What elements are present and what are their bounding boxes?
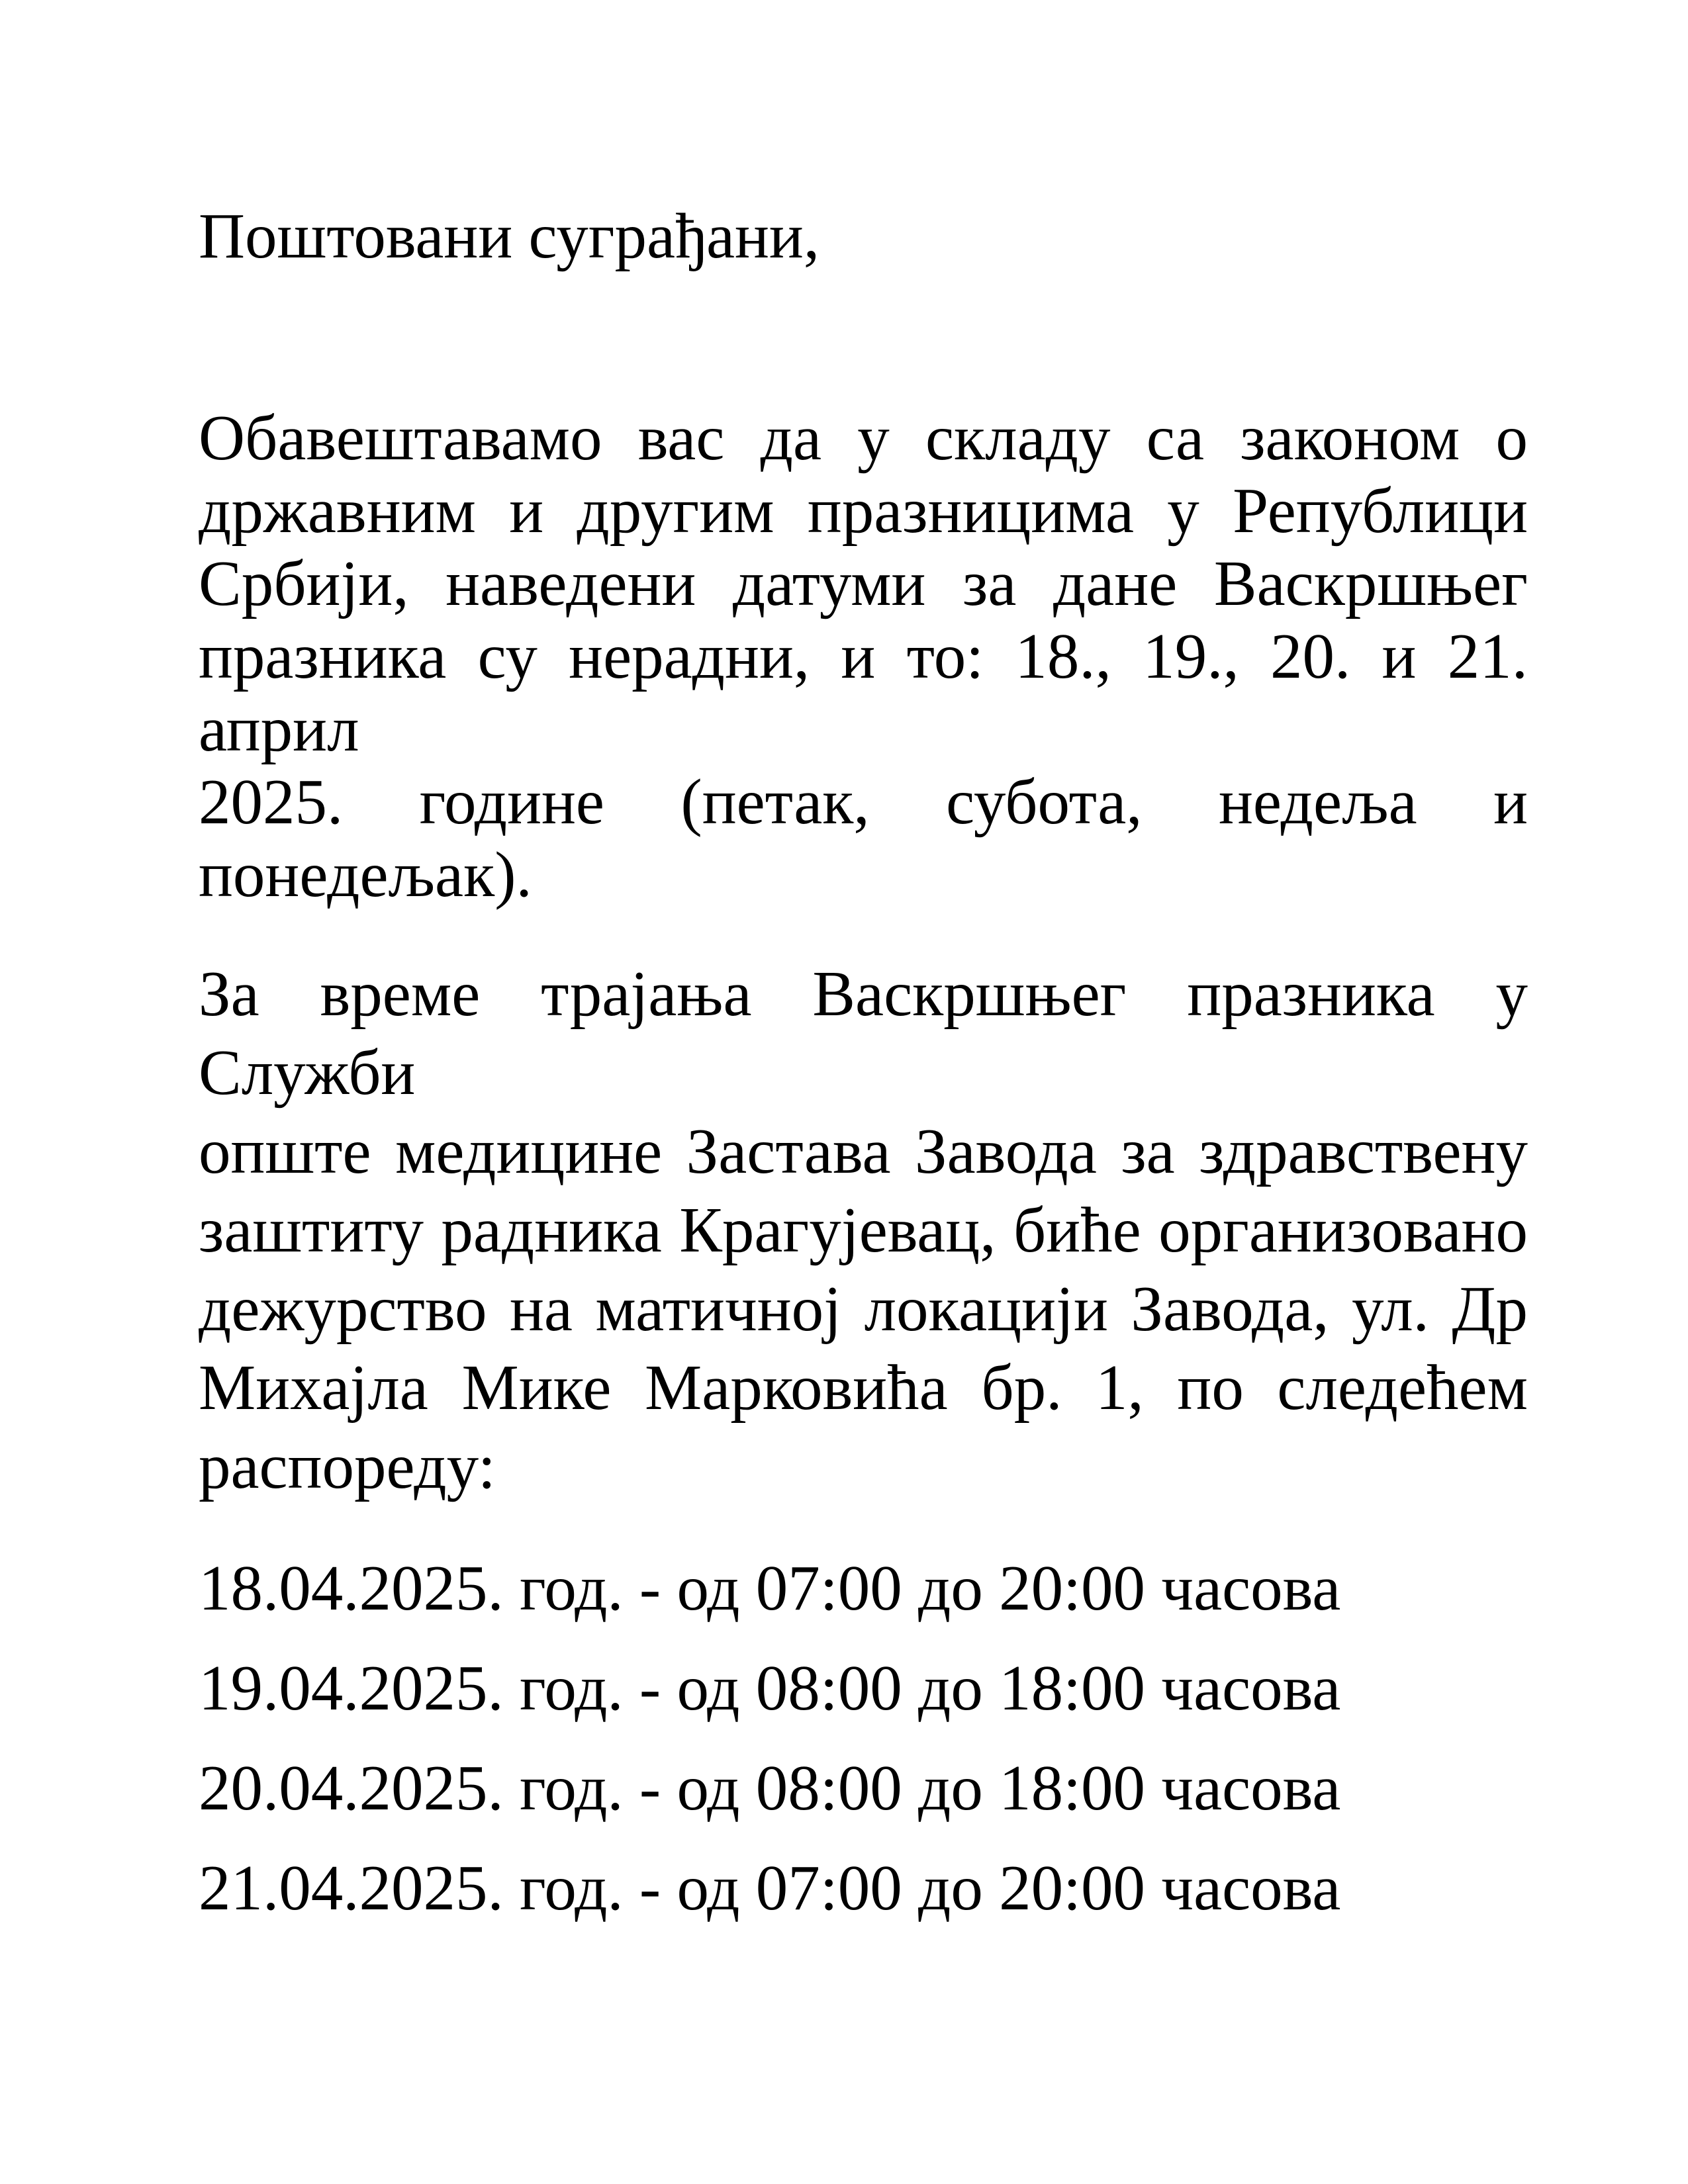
paragraph-line: заштиту радника Крагујевац, биће организовано (199, 1195, 1528, 1265)
greeting (199, 200, 1528, 273)
greeting-text: Поштовани суграђани, (199, 201, 820, 271)
paragraph-line: дежурство на матичној локацији Завода, ул. Др (199, 1273, 1528, 1344)
schedule-item: 20.04.2025. год. - од 08:00 до 18:00 часова (199, 1752, 1341, 1823)
paragraph-line: распореду: (199, 1431, 496, 1502)
schedule-item: 18.04.2025. год. - од 07:00 до 20:00 часова (199, 1553, 1341, 1623)
paragraph-holiday-notice (199, 402, 1528, 911)
schedule-item: 19.04.2025. год. - од 08:00 до 18:00 часова (199, 1653, 1341, 1723)
paragraph-line: Србији, наведени датуми за дане Васкршњег (199, 548, 1528, 619)
paragraph-line: Михајла Мике Марковића бр. 1, по следећем (199, 1352, 1528, 1423)
paragraph-line: понедељак). (199, 839, 532, 910)
duty-schedule-list (199, 1538, 1528, 1938)
paragraph-line: празника су нерадни, и то: 18., 19., 20. и 21. април (199, 621, 1528, 764)
paragraph-duty-service (199, 954, 1528, 1506)
paragraph-line: Обавештавамо вас да у складу са законом о (199, 402, 1528, 473)
paragraph-line: државним и другим празницима у Републици (199, 475, 1528, 546)
paragraph-line: За време трајања Васкршњег празника у Служби (199, 958, 1528, 1108)
paragraph-line: опште медицине Застава Завода за здравствену (199, 1116, 1528, 1187)
paragraph-line: 2025. године (петак, субота, недеља и (199, 766, 1528, 837)
schedule-item: 21.04.2025. год. - од 07:00 до 20:00 часова (199, 1852, 1341, 1923)
